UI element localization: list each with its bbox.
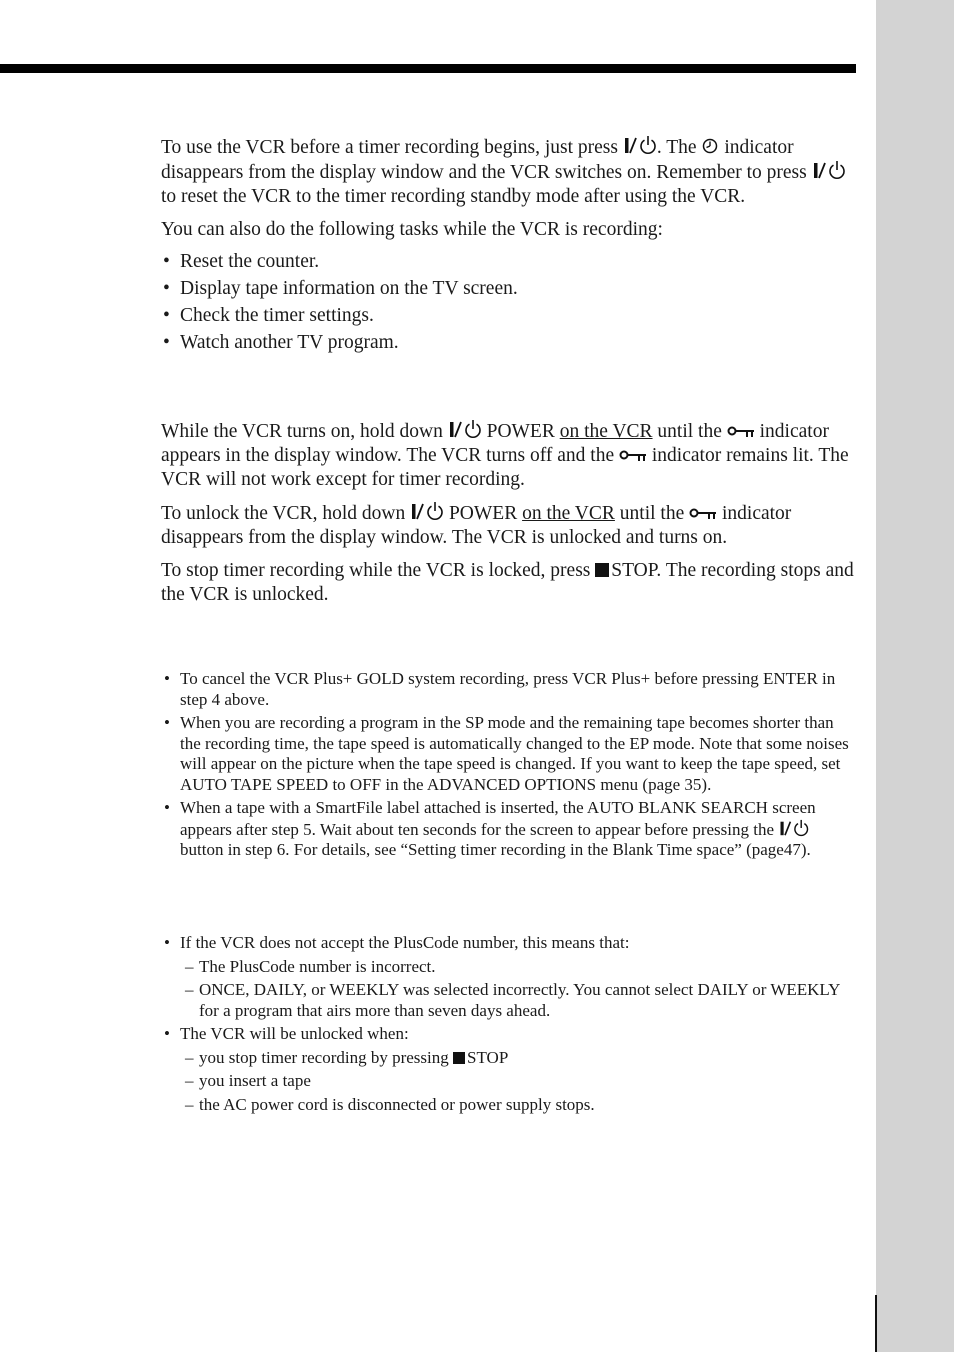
- page-edge-tick: [875, 1295, 877, 1352]
- section-timer-usage: [161, 135, 855, 356]
- sub-list-item: – you insert a tape: [161, 1071, 855, 1092]
- tasks-list: [161, 248, 855, 356]
- sub-list-item: – The PlusCode number is incorrect.: [161, 957, 855, 978]
- list-item: • When you are recording a program in the SP mode and the remaining tape becomes shorter than the recording time, the tape speed is automatically changed to the EP mode. Note that some noises will appear on the picture when the tape speed is changed. If you want to keep the tape speed, set AUTO TAPE SPEED to OFF in the ADVANCED OPTIONS menu (page 35).: [161, 713, 855, 795]
- header-rule: [0, 64, 856, 73]
- power-standby-icon: [448, 419, 482, 439]
- timer-clock-icon: [701, 135, 719, 155]
- key-lock-icon: [727, 425, 755, 439]
- troubleshooting-section: [161, 933, 855, 1118]
- key-lock-icon: [619, 449, 647, 463]
- sub-list: [161, 957, 855, 1022]
- sub-list: [161, 1048, 855, 1116]
- notes-section: [161, 669, 855, 864]
- list-item: • Check the timer settings.: [161, 302, 855, 329]
- notes-list: [161, 669, 855, 861]
- list-item: • When a tape with a SmartFile label attached is inserted, the AUTO BLANK SEARCH screen appears after step 5. Wait about ten seconds for the screen to appear before pressing the button in step 6. For details, see “Setting timer recording in the Blank Time space” (page47).: [161, 798, 855, 861]
- paragraph-stop-while-locked: To stop timer recording while the VCR is locked, press STOP. The recording stops and the VCR is unlocked.: [161, 560, 854, 605]
- list-item: • Reset the counter.: [161, 248, 855, 275]
- power-standby-icon: [410, 501, 444, 521]
- list-item: • If the VCR does not accept the PlusCode number, this means that: – The PlusCode number is incorrect. – ONCE, DAILY, or WEEKLY was selected incorrectly. You cannot select DAILY or WEEKLY for a program that airs more than seven days ahead.: [161, 933, 855, 1021]
- paragraph-use-vcr-before-timer: To use the VCR before a timer recording begins, just press . The indicator disappears from the display window and the VCR switches on. Remember to press to reset the VCR to the timer recording standby mode after using the VCR.: [161, 135, 855, 209]
- paragraph-tasks-intro: You can also do the following tasks while the VCR is recording:: [161, 219, 663, 240]
- power-standby-icon: [812, 160, 846, 180]
- power-standby-icon: [778, 819, 810, 837]
- sub-list-item: – you stop timer recording by pressing STOP: [161, 1048, 855, 1069]
- sub-list-item: – the AC power cord is disconnected or power supply stops.: [161, 1095, 855, 1116]
- sub-list-item: – ONCE, DAILY, or WEEKLY was selected incorrectly. You cannot select DAILY or WEEKLY for a program that airs more than seven days ahead.: [161, 980, 855, 1021]
- section-lock-vcr: [161, 419, 855, 607]
- power-standby-icon: [623, 135, 657, 155]
- list-item: • To cancel the VCR Plus+ GOLD system recording, press VCR Plus+ before pressing ENTER in step 4 above.: [161, 669, 855, 710]
- stop-square-icon: [595, 563, 609, 577]
- paragraph-unlock-vcr: To unlock the VCR, hold down POWER on the VCR until the indicator disappears from the display window. The VCR is unlocked and turns on.: [161, 503, 792, 548]
- troubleshooting-list: [161, 933, 855, 1115]
- paragraph-lock-vcr: While the VCR turns on, hold down POWER on the VCR until the indicator appears in the display window. The VCR turns off and the indicator remains lit. The VCR will not work except for timer recording.: [161, 421, 849, 490]
- page-side-band: [876, 0, 954, 1352]
- stop-square-icon: [453, 1052, 465, 1064]
- list-item: • The VCR will be unlocked when: – you stop timer recording by pressing STOP – you insert a tape – the AC power cord is disconnected or power supply stops.: [161, 1024, 855, 1115]
- list-item: • Watch another TV program.: [161, 329, 855, 356]
- key-lock-icon: [689, 507, 717, 521]
- list-item: • Display tape information on the TV screen.: [161, 275, 855, 302]
